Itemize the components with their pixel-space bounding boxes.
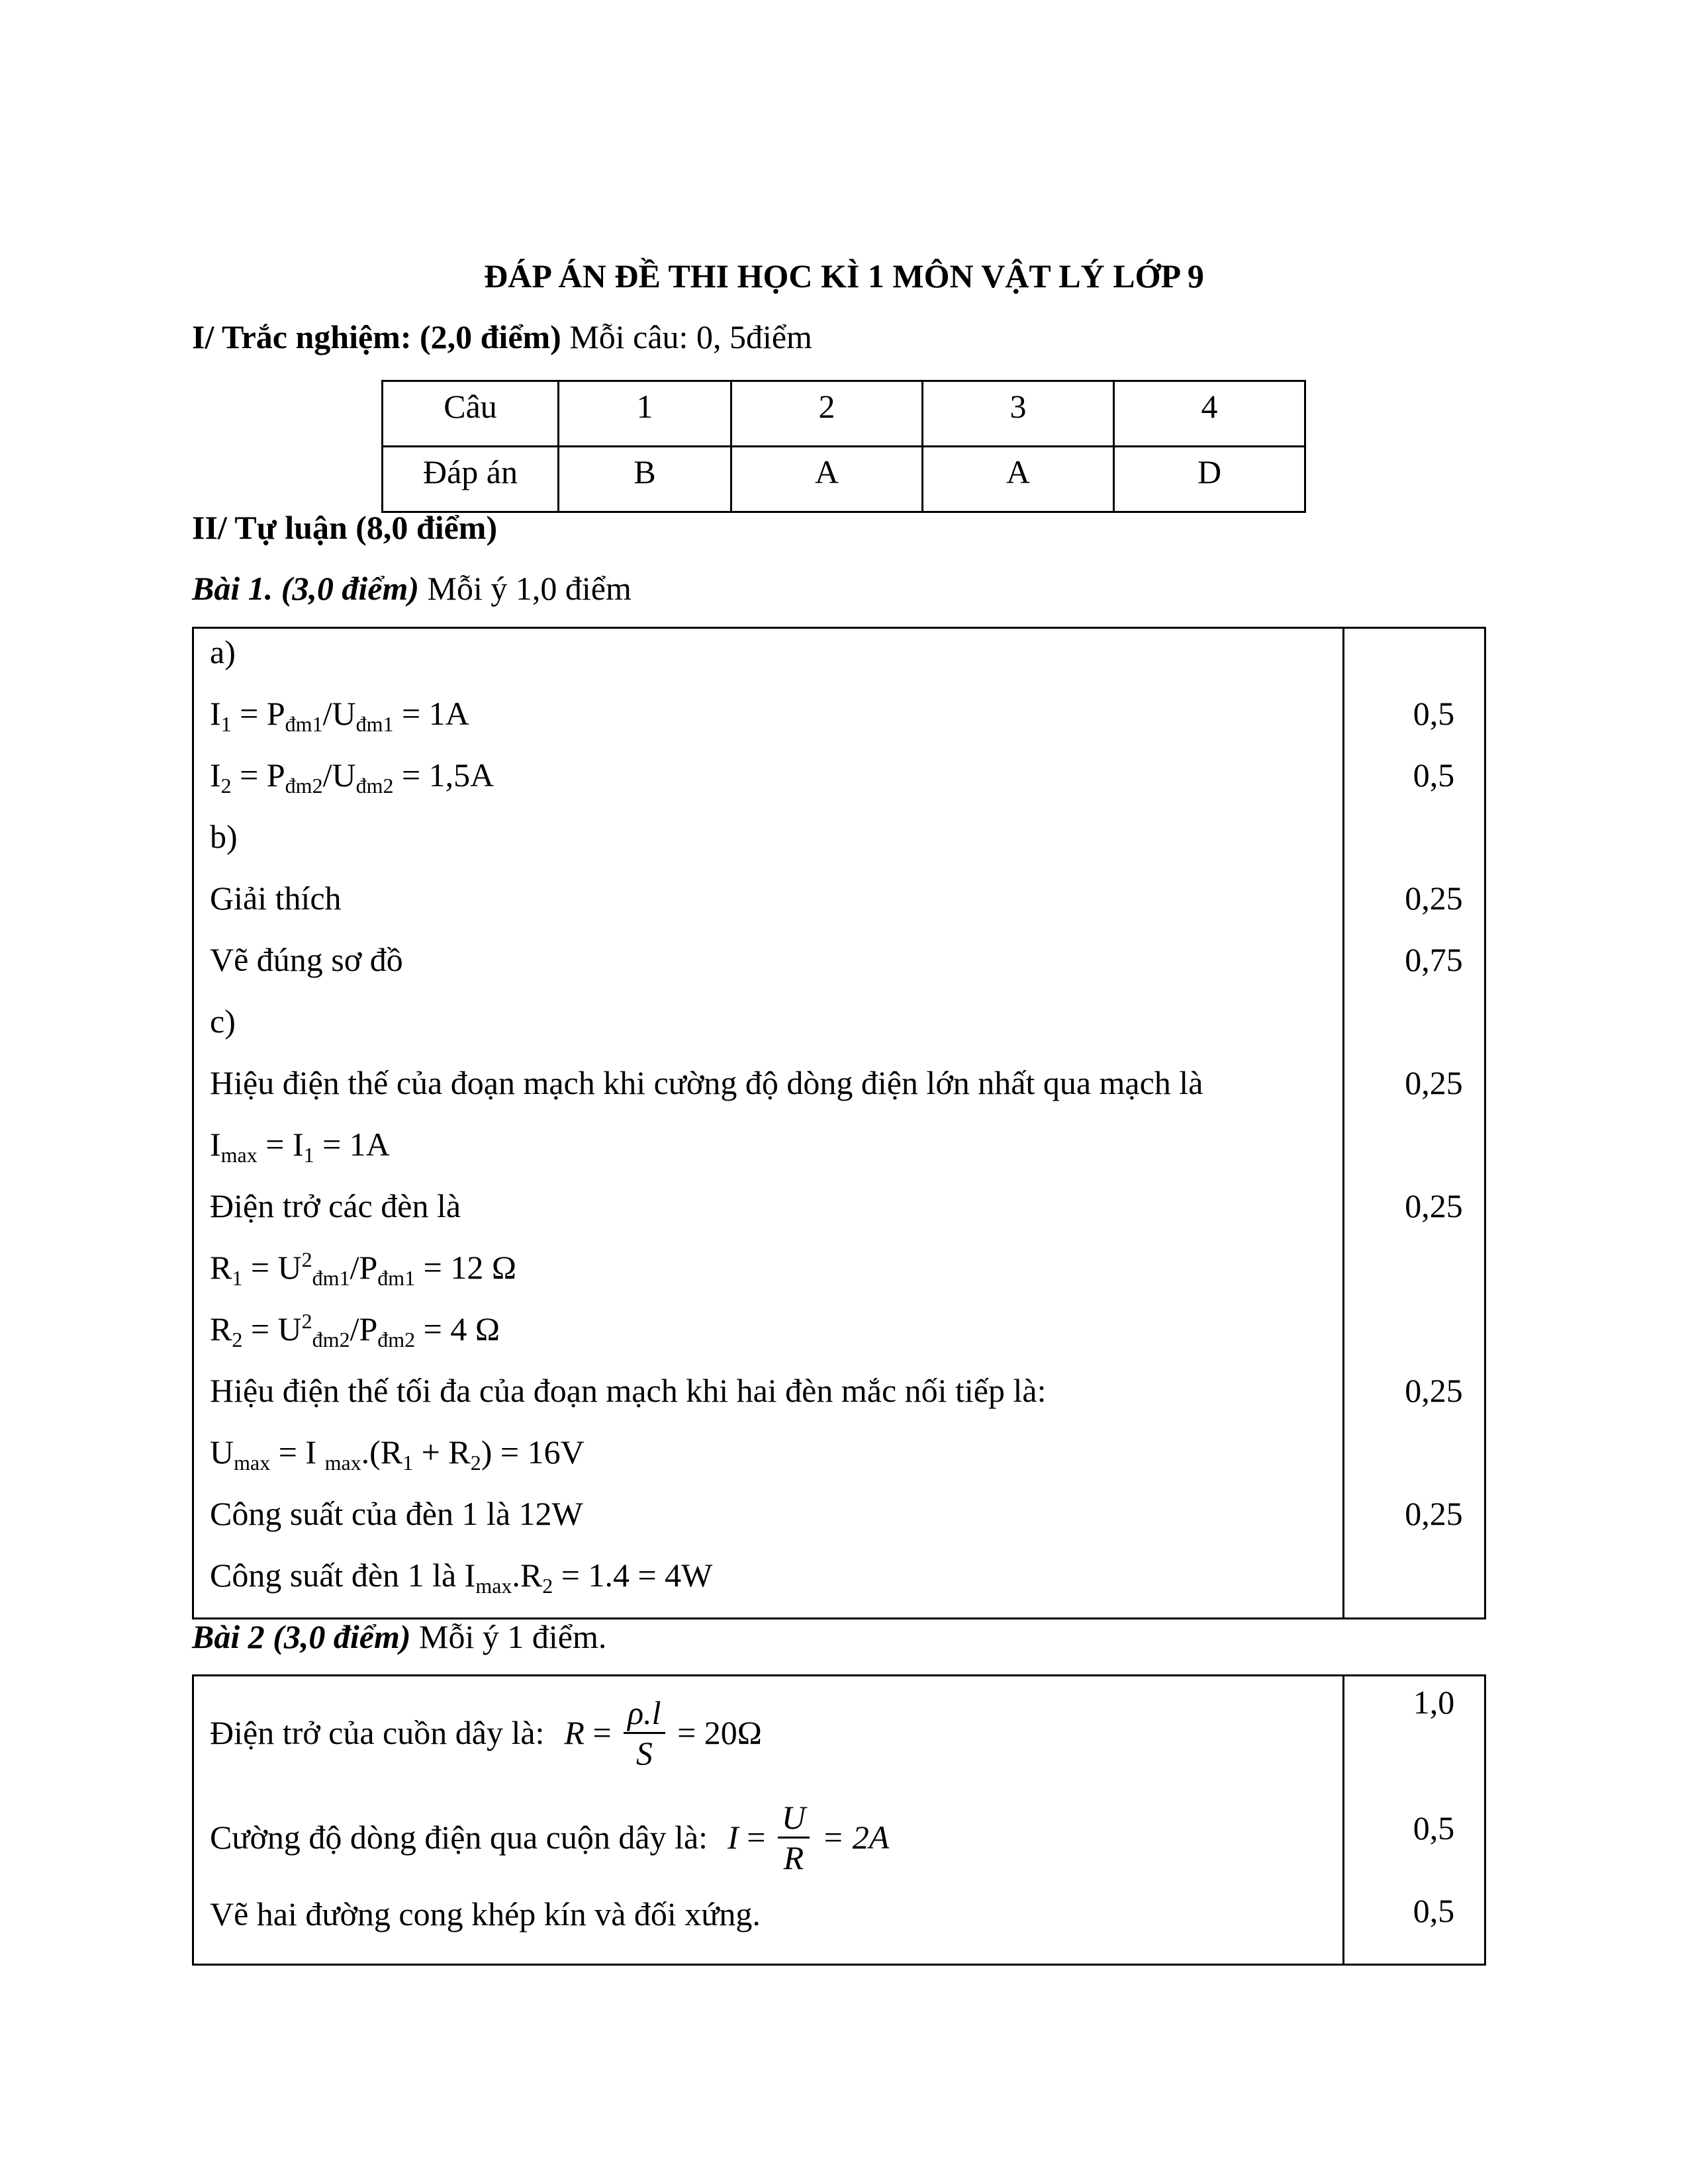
f2-lhs: I	[727, 1819, 739, 1856]
mcq-row2-label: Đáp án	[383, 447, 559, 512]
bai2-answer-table	[192, 1674, 1486, 1966]
imax-eq: = I	[257, 1126, 304, 1163]
imax-subscript: max	[220, 1143, 258, 1167]
imax-sub: 1	[303, 1143, 314, 1167]
umax-symbol: U	[210, 1433, 234, 1471]
part1-note: Mỗi câu: 0, 5điểm	[561, 318, 812, 355]
i2-symbol: I	[210, 756, 221, 794]
r1-mid: /P	[350, 1249, 378, 1286]
f1-rest: = 20Ω	[669, 1714, 762, 1751]
umax-s2: 2	[470, 1451, 481, 1475]
bai1-imax-formula	[210, 1125, 390, 1167]
i1-mid: /U	[322, 695, 356, 732]
bai1-heading-line	[192, 569, 632, 608]
umax-subscript: max	[234, 1451, 271, 1475]
bai1-i1-formula	[210, 694, 469, 736]
umax-p1: .(R	[361, 1433, 403, 1471]
bai1-answer-table	[192, 627, 1486, 1619]
bai1-i2-formula	[210, 756, 494, 797]
r2-subscript: 2	[232, 1328, 243, 1351]
score-giai-thich: 0,25	[1405, 880, 1463, 917]
score-hieu-dien-the-toi-da: 0,25	[1405, 1372, 1463, 1409]
i2-sub1: đm2	[285, 774, 323, 797]
mcq-question-2: 2	[731, 381, 923, 447]
bai1-dien-tro: Điện trở các đèn là	[210, 1187, 461, 1224]
bai2-dien-tro-line	[210, 1690, 762, 1776]
r2-sub1: đm2	[312, 1328, 350, 1351]
f2-fraction	[778, 1798, 810, 1877]
bai2-cuong-do-line	[210, 1794, 889, 1880]
i1-subscript: 1	[220, 712, 232, 736]
part1-heading-line	[192, 318, 812, 356]
bai1-b-label: b)	[210, 818, 238, 855]
part2-heading: II/ Tự luận (8,0 điểm)	[192, 509, 498, 546]
r1-sub1: đm1	[312, 1266, 350, 1290]
bai2-score-2: 0,5	[1413, 1809, 1455, 1846]
bai1-umax-formula	[210, 1433, 585, 1475]
score-hieu-dien-the: 0,25	[1405, 1064, 1463, 1101]
mcq-row1-label: Câu	[383, 381, 559, 447]
i1-rest: = 1A	[393, 695, 469, 732]
bai2-note: Mỗi ý 1 điểm.	[410, 1618, 607, 1655]
r2-rest: = 4 Ω	[415, 1310, 500, 1347]
bai1-note: Mỗi ý 1,0 điểm	[419, 570, 632, 607]
score-i1: 0,5	[1413, 695, 1455, 732]
r1-rest: = 12 Ω	[415, 1249, 517, 1286]
i2-sub2: đm2	[355, 774, 394, 797]
bai1-cong-suat-2	[210, 1556, 713, 1598]
page-title: ĐÁP ÁN ĐỀ THI HỌC KÌ 1 MÔN VẬT LÝ LỚP 9	[484, 257, 1204, 295]
r2-eq: = U	[242, 1310, 302, 1347]
r1-sub2: đm1	[377, 1266, 416, 1290]
umax-s1: 1	[402, 1451, 414, 1475]
r2-symbol: R	[210, 1310, 232, 1347]
mcq-answer-2: A	[731, 447, 923, 512]
i2-mid: /U	[322, 756, 356, 794]
cs2-rest: = 1.4 = 4W	[553, 1557, 713, 1594]
f2-numerator: U	[778, 1798, 810, 1839]
mcq-question-row	[383, 381, 1305, 447]
score-dien-tro: 0,25	[1405, 1187, 1463, 1224]
i2-rest: = 1,5A	[393, 756, 494, 794]
umax-rest: ) = 16V	[481, 1433, 585, 1471]
score-ve-so-do: 0,75	[1405, 941, 1463, 978]
cs2-sub: max	[475, 1574, 512, 1598]
mcq-answer-row	[383, 447, 1305, 512]
bai2-ve-duong-cong: Vẽ hai đường cong khép kín và đối xứng.	[210, 1895, 761, 1933]
cs2-p1: .R	[512, 1557, 543, 1594]
r2-mid: /P	[350, 1310, 378, 1347]
bai2-score-1: 1,0	[1413, 1684, 1455, 1721]
bai1-hieu-dien-the-toi-da: Hiệu điện thế tối đa của đoạn mạch khi hai đèn mắc nối tiếp là:	[210, 1372, 1047, 1409]
bai2-heading: Bài 2 (3,0 điểm)	[192, 1618, 411, 1655]
i1-eq: = P	[231, 695, 285, 732]
mcq-answer-4: D	[1114, 447, 1305, 512]
i2-eq: = P	[231, 756, 285, 794]
mcq-answer-1: B	[559, 447, 731, 512]
mcq-answer-3: A	[923, 447, 1114, 512]
bai2-cuong-do-label: Cường độ dòng điện qua cuộn dây là:	[210, 1819, 708, 1856]
bai2-heading-line	[192, 1617, 606, 1656]
i1-symbol: I	[210, 695, 221, 732]
f1-numerator: ρ.l	[624, 1694, 665, 1734]
bai2-score-3: 0,5	[1413, 1892, 1455, 1929]
imax-rest: = 1A	[314, 1126, 390, 1163]
score-cong-suat: 0,25	[1405, 1495, 1463, 1532]
f1-eq: =	[584, 1714, 620, 1751]
umax-p2: + R	[413, 1433, 471, 1471]
mcq-question-1: 1	[559, 381, 731, 447]
f2-rest: = 2A	[814, 1819, 890, 1856]
cs2-s1: 2	[542, 1574, 553, 1598]
imax-symbol: I	[210, 1126, 221, 1163]
cs2-pre: Công suất đèn 1 là I	[210, 1557, 476, 1594]
r2-sub2: đm2	[377, 1328, 416, 1351]
i2-subscript: 2	[220, 774, 232, 797]
r1-eq: = U	[242, 1249, 302, 1286]
part1-heading: I/ Trắc nghiệm: (2,0 điểm)	[192, 318, 561, 355]
r1-subscript: 1	[232, 1266, 243, 1290]
f1-fraction	[624, 1694, 665, 1772]
f2-denominator: R	[783, 1839, 804, 1876]
mcq-answer-table	[381, 380, 1306, 513]
bai1-c-label: c)	[210, 1003, 236, 1040]
bai2-dien-tro-label: Điện trở của cuồn dây là:	[210, 1714, 545, 1751]
i1-sub2: đm1	[355, 712, 394, 736]
f2-eq: =	[738, 1819, 774, 1856]
bai1-r2-formula	[210, 1309, 500, 1351]
bai1-heading: Bài 1. (3,0 điểm)	[192, 570, 420, 607]
r2-sup: 2	[301, 1309, 312, 1333]
mcq-question-3: 3	[923, 381, 1114, 447]
bai1-a-label: a)	[210, 633, 236, 670]
bai1-hieu-dien-the: Hiệu điện thế của đoạn mạch khi cường độ dòng điện lớn nhất qua mạch là	[210, 1064, 1203, 1101]
bai1-ve-so-do: Vẽ đúng sơ đồ	[210, 941, 403, 978]
i1-sub1: đm1	[285, 712, 323, 736]
bai1-r1-formula	[210, 1248, 517, 1290]
f1-denominator: S	[635, 1734, 653, 1772]
bai1-giai-thich: Giải thích	[210, 880, 342, 917]
score-i2: 0,5	[1413, 756, 1455, 794]
umax-eq: = I	[270, 1433, 325, 1471]
f1-lhs: R	[564, 1714, 585, 1751]
r1-symbol: R	[210, 1249, 232, 1286]
mcq-question-4: 4	[1114, 381, 1305, 447]
bai1-cong-suat-1: Công suất của đèn 1 là 12W	[210, 1495, 583, 1532]
r1-sup: 2	[301, 1248, 312, 1271]
umax-sub: max	[324, 1451, 361, 1475]
